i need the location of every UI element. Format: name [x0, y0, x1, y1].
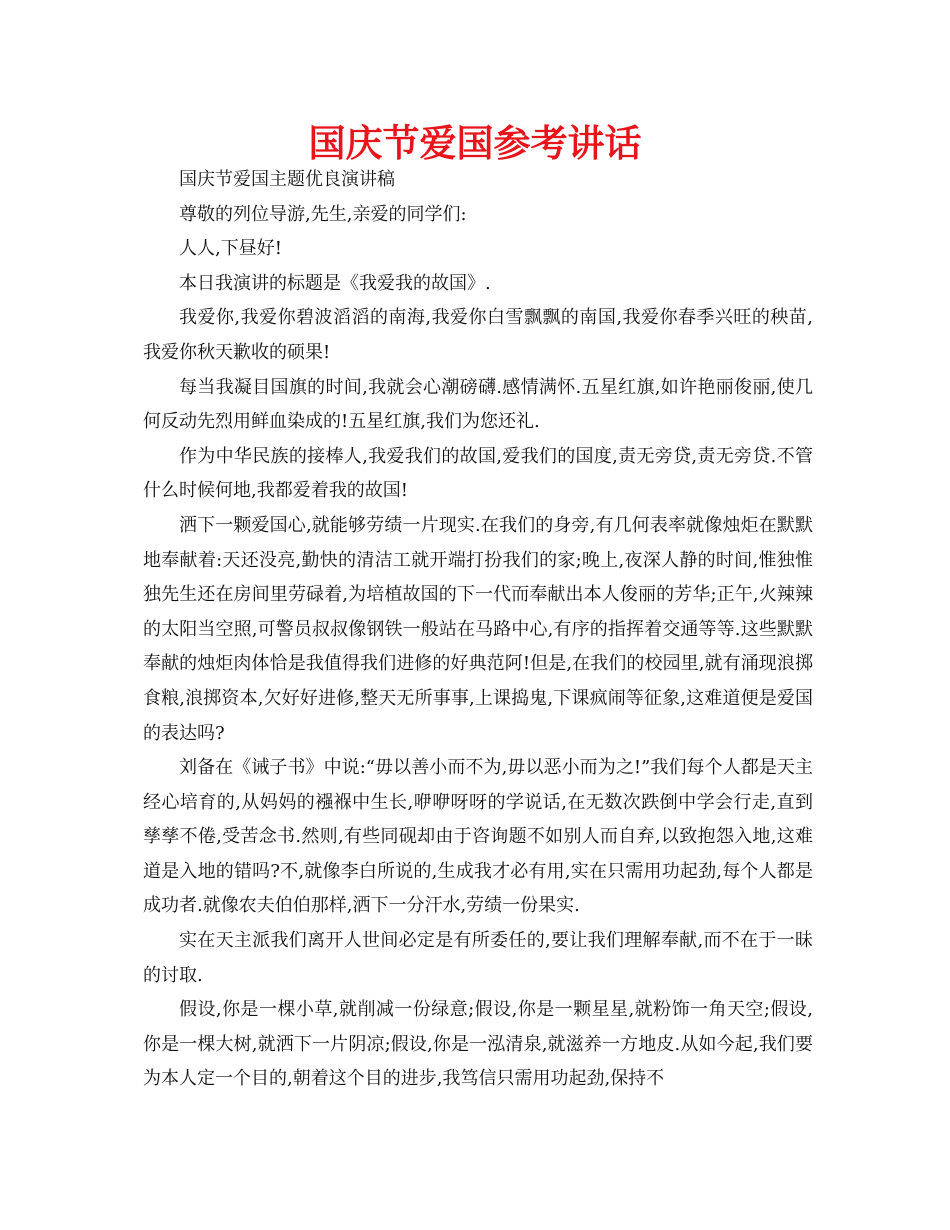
paragraph: 实在天主派我们离开人世间必定是有所委任的,要让我们理解奉献,而不在于一昧的讨取. — [143, 930, 813, 986]
paragraph: 刘备在《诫子书》中说:“毋以善小而不为,毋以恶小而为之!”我们每个人都是天主经心培育的,从妈妈的襁褓中生长,咿咿呀呀的学说话,在无数次跌倒中学会行走,直到孳孳不倦,受苦念书.然则,有些同砚却由于咨询题不如别人而自弃,以致抱怨入地,这难道是入地的错吗?不,就像李白所说的,生成我才必有用,实在只需用功起劲,每个人都是成功者.就像农夫伯伯那样,洒下一分汗水,劳绩一份果实. — [143, 757, 813, 917]
paragraph: 尊敬的列位导游,先生,亲爱的同学们: — [179, 203, 467, 225]
document-title: 国庆节爱国参考讲话 — [308, 122, 642, 165]
paragraph: 作为中华民族的接棒人,我爱我们的故国,爱我们的国度,责无旁贷,责无旁贷.不管什么时候何地,我都爱着我的故国! — [143, 445, 813, 502]
paragraph: 本日我演讲的标题是《我爱我的故国》. — [179, 272, 491, 294]
document-body — [143, 163, 813, 1097]
paragraph: 我爱你,我爱你碧波滔滔的南海,我爱你白雪飘飘的南国,我爱你春季兴旺的秧苗,我爱你秋天歉收的硕果! — [143, 307, 813, 363]
paragraph: 国庆节爱国主题优良演讲稿 — [179, 169, 395, 190]
paragraph: 每当我凝目国旗的时间,我就会心潮磅礴.感情满怀.五星红旗,如许艳丽俊丽,使几何反动先烈用鲜血染成的!五星红旗,我们为您还礼. — [143, 376, 813, 433]
paragraph: 人人,下昼好! — [179, 238, 282, 260]
paragraph: 假设,你是一棵小草,就削减一份绿意;假设,你是一颗星星,就粉饰一角天空;假设,你是一棵大树,就洒下一片阴凉;假设,你是一泓清泉,就滋养一方地皮.从如今起,我们要为本人定一个目的,朝着这个目的进步,我笃信只需用功起劲,保持不 — [143, 999, 813, 1090]
paragraph: 洒下一颗爱国心,就能够劳绩一片现实.在我们的身旁,有几何表率就像烛炬在默默地奉献着:天还没亮,勤快的清洁工就开端打扮我们的家;晚上,夜深人静的时间,惟独惟独先生还在房间里劳碌着,为培植故国的下一代而奉献出本人俊丽的芳华;正午,火辣辣的太阳当空照,可警员叔叔像钢铁一般站在马路中心,有序的指挥着交通等等.这些默默奉献的烛炬肉体恰是我值得我们进修的好典范阿!但是,在我们的校园里,就有涌现浪掷食粮,浪掷资本,欠好好进修,整天无所事事,上课捣鬼,下课疯闹等征象,这难道便是爱国的表达吗? — [143, 514, 813, 744]
